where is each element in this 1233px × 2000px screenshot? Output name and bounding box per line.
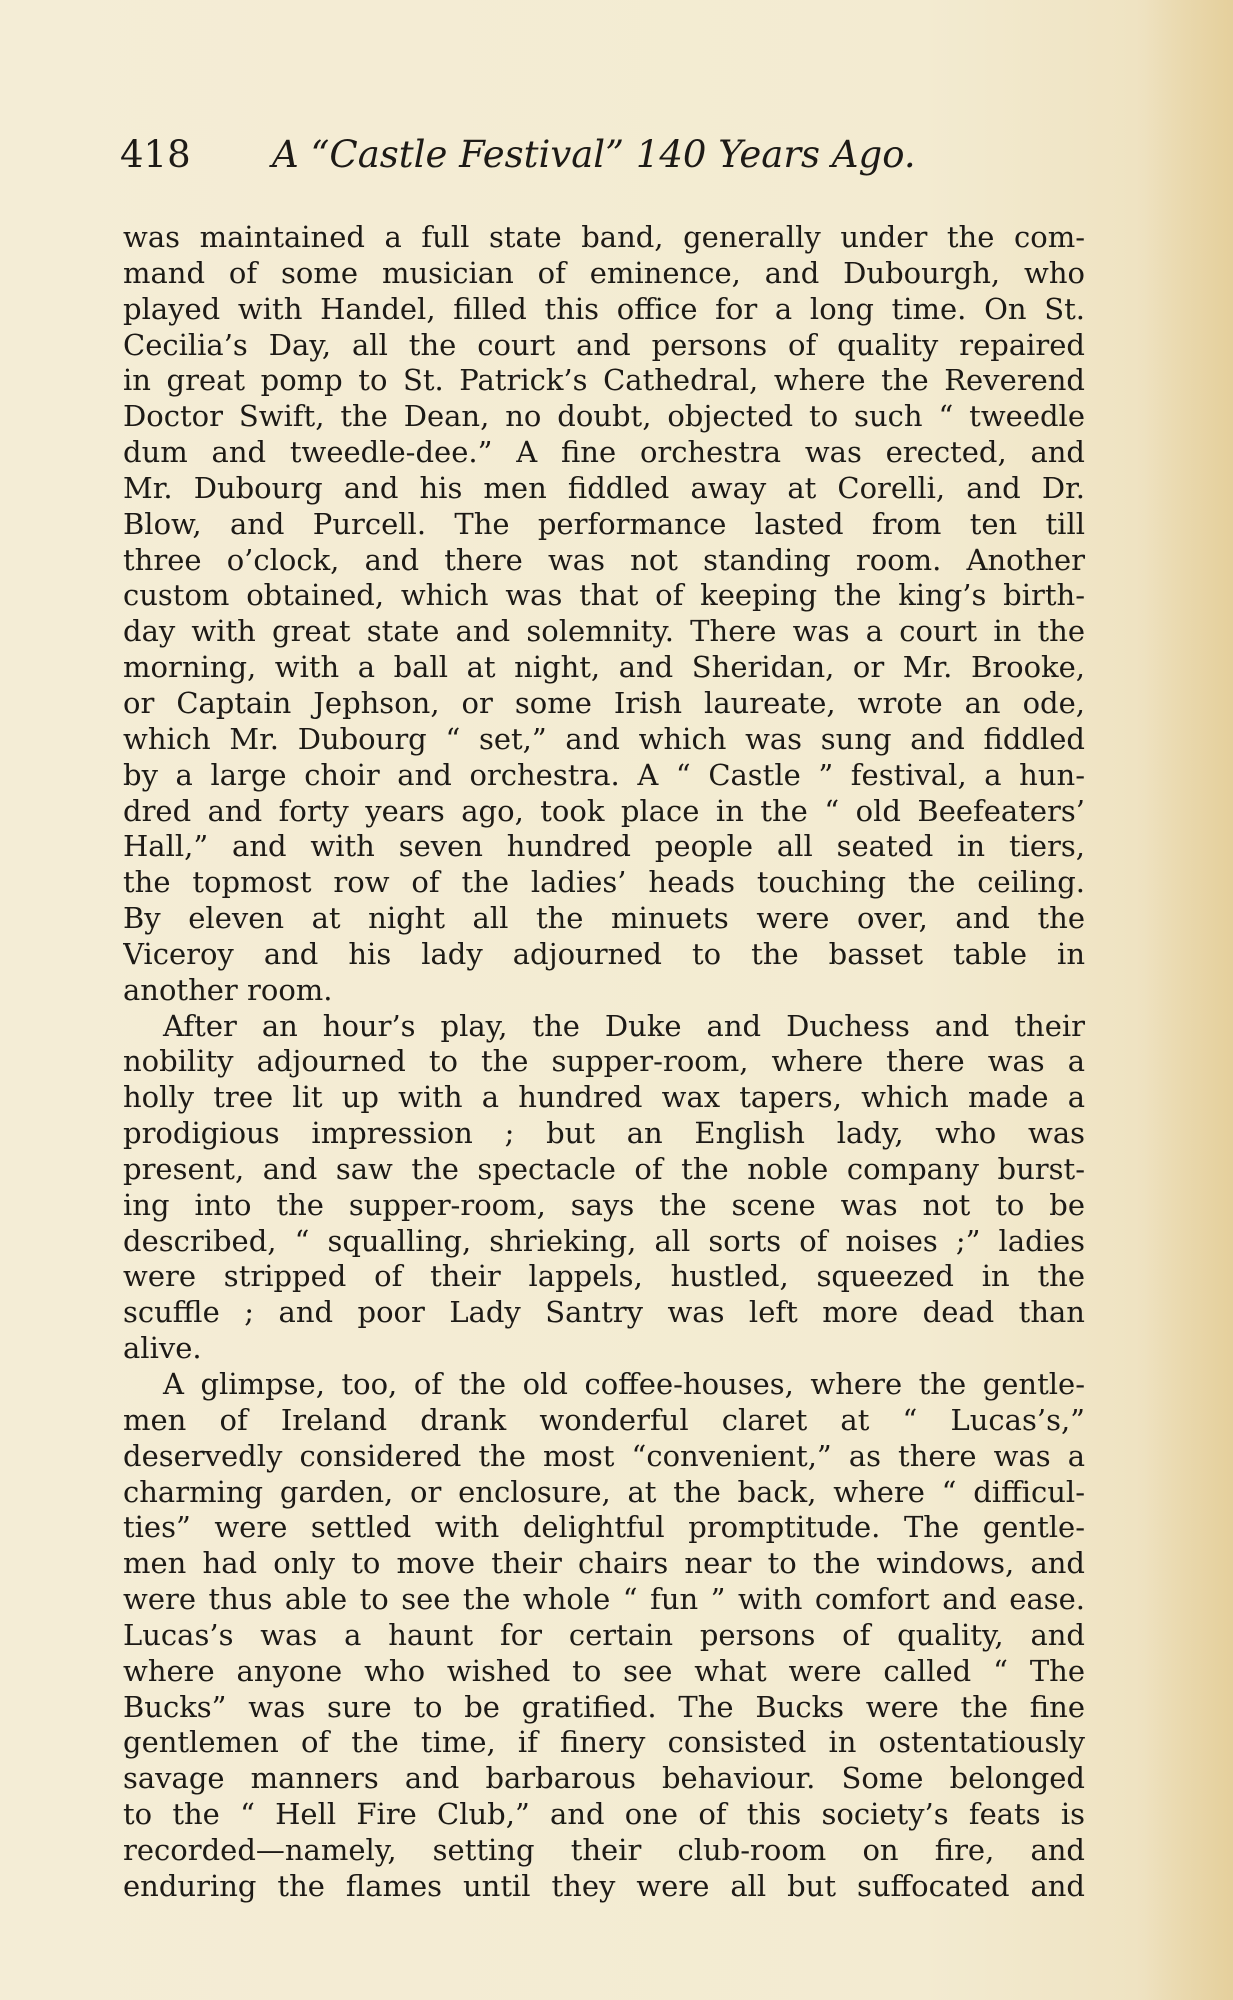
text-line: recorded—namely, setting their club-room on fire, and bbox=[123, 1832, 1085, 1867]
text-line: Doctor Swift, the Dean, no doubt, objected to such “ tweedle bbox=[123, 399, 1085, 434]
text-line: nobility adjourned to the supper-room, where there was a bbox=[123, 1044, 1085, 1079]
text-line: custom obtained, which was that of keeping the king’s birth- bbox=[123, 578, 1085, 613]
text-line: Viceroy and his lady adjourned to the basset table in bbox=[123, 936, 1085, 971]
text-line: holly tree lit up with a hundred wax tapers, which made a bbox=[123, 1080, 1085, 1115]
page-edge-shading bbox=[1143, 0, 1233, 2000]
text-line: men of Ireland drank wonderful claret at “ Lucas’s,” bbox=[123, 1402, 1085, 1437]
text-line: Mr. Dubourg and his men fiddled away at Corelli, and Dr. bbox=[123, 470, 1085, 505]
text-line: Cecilia’s Day, all the court and persons of quality repaired bbox=[123, 327, 1085, 362]
text-line: men had only to move their chairs near to the windows, and bbox=[123, 1546, 1085, 1581]
page-header bbox=[120, 130, 1000, 180]
text-line: present, and saw the spectacle of the noble company burst- bbox=[123, 1151, 1085, 1186]
text-line: was maintained a full state band, generally under the com- bbox=[123, 220, 1085, 254]
text-line: the topmost row of the ladies’ heads touching the ceiling. bbox=[123, 865, 1085, 900]
text-line: ing into the supper-room, says the scene was not to be bbox=[123, 1187, 1085, 1222]
running-title: A “Castle Festival” 140 Years Ago. bbox=[272, 133, 916, 176]
text-line: gentlemen of the time, if finery consisted in ostentatiously bbox=[123, 1725, 1085, 1760]
text-line: day with great state and solemnity. There was a court in the bbox=[123, 614, 1085, 649]
text-line: in great pomp to St. Patrick’s Cathedral, where the Reverend bbox=[123, 363, 1085, 398]
text-line: by a large choir and orchestra. A “ Castle ” festival, a hun- bbox=[123, 757, 1085, 792]
paragraph-start-line: After an hour’s play, the Duke and Duchess and their bbox=[163, 1008, 1085, 1043]
text-line: By eleven at night all the minuets were over, and the bbox=[123, 901, 1085, 936]
body-text bbox=[123, 220, 1085, 1905]
paragraph-end-line: another room. bbox=[123, 972, 333, 1007]
text-line: to the “ Hell Fire Club,” and one of this society’s feats is bbox=[123, 1797, 1085, 1832]
text-line: Bucks” was sure to be gratified. The Bucks were the fine bbox=[123, 1689, 1085, 1724]
text-line: Blow, and Purcell. The performance lasted from ten till bbox=[123, 506, 1085, 541]
text-line: mand of some musician of eminence, and Dubourgh, who bbox=[123, 255, 1085, 290]
text-line: morning, with a ball at night, and Sheridan, or Mr. Brooke, bbox=[123, 650, 1085, 685]
paragraph-start-line: A glimpse, too, of the old coffee-houses, where the gentle- bbox=[163, 1367, 1085, 1401]
text-line: which Mr. Dubourg “ set,” and which was sung and fiddled bbox=[123, 721, 1085, 756]
paragraph-end-line: alive. bbox=[123, 1331, 202, 1366]
text-line: savage manners and barbarous behaviour. Some belonged bbox=[123, 1761, 1085, 1796]
text-line: were thus able to see the whole “ fun ” with comfort and ease. bbox=[123, 1582, 1085, 1617]
text-line: deservedly considered the most “convenient,” as there was a bbox=[123, 1438, 1085, 1473]
text-line: dum and tweedle-dee.” A fine orchestra was erected, and bbox=[123, 435, 1085, 470]
page-number: 418 bbox=[120, 133, 191, 176]
text-line: charming garden, or enclosure, at the back, where “ difficul- bbox=[123, 1474, 1085, 1509]
text-line: dred and forty years ago, took place in the “ old Beefeaters’ bbox=[123, 793, 1085, 828]
text-line: played with Handel, filled this office for a long time. On St. bbox=[123, 291, 1085, 326]
text-line: prodigious impression ; but an English lady, who was bbox=[123, 1116, 1085, 1151]
text-line: scuffle ; and poor Lady Santry was left more dead than bbox=[123, 1295, 1085, 1330]
text-line: Hall,” and with seven hundred people all seated in tiers, bbox=[123, 829, 1085, 864]
text-line: where anyone who wished to see what were called “ The bbox=[123, 1653, 1085, 1688]
text-line: ties” were settled with delightful promptitude. The gentle- bbox=[123, 1510, 1085, 1545]
text-line: Lucas’s was a haunt for certain persons of quality, and bbox=[123, 1617, 1085, 1652]
text-line: described, “ squalling, shrieking, all sorts of noises ;” ladies bbox=[123, 1223, 1085, 1258]
text-line: or Captain Jephson, or some Irish laureate, wrote an ode, bbox=[123, 685, 1085, 720]
text-line: enduring the flames until they were all but suffocated and bbox=[123, 1868, 1085, 1903]
text-line: were stripped of their lappels, hustled, squeezed in the bbox=[123, 1259, 1085, 1294]
text-line: three o’clock, and there was not standing room. Another bbox=[123, 542, 1085, 577]
